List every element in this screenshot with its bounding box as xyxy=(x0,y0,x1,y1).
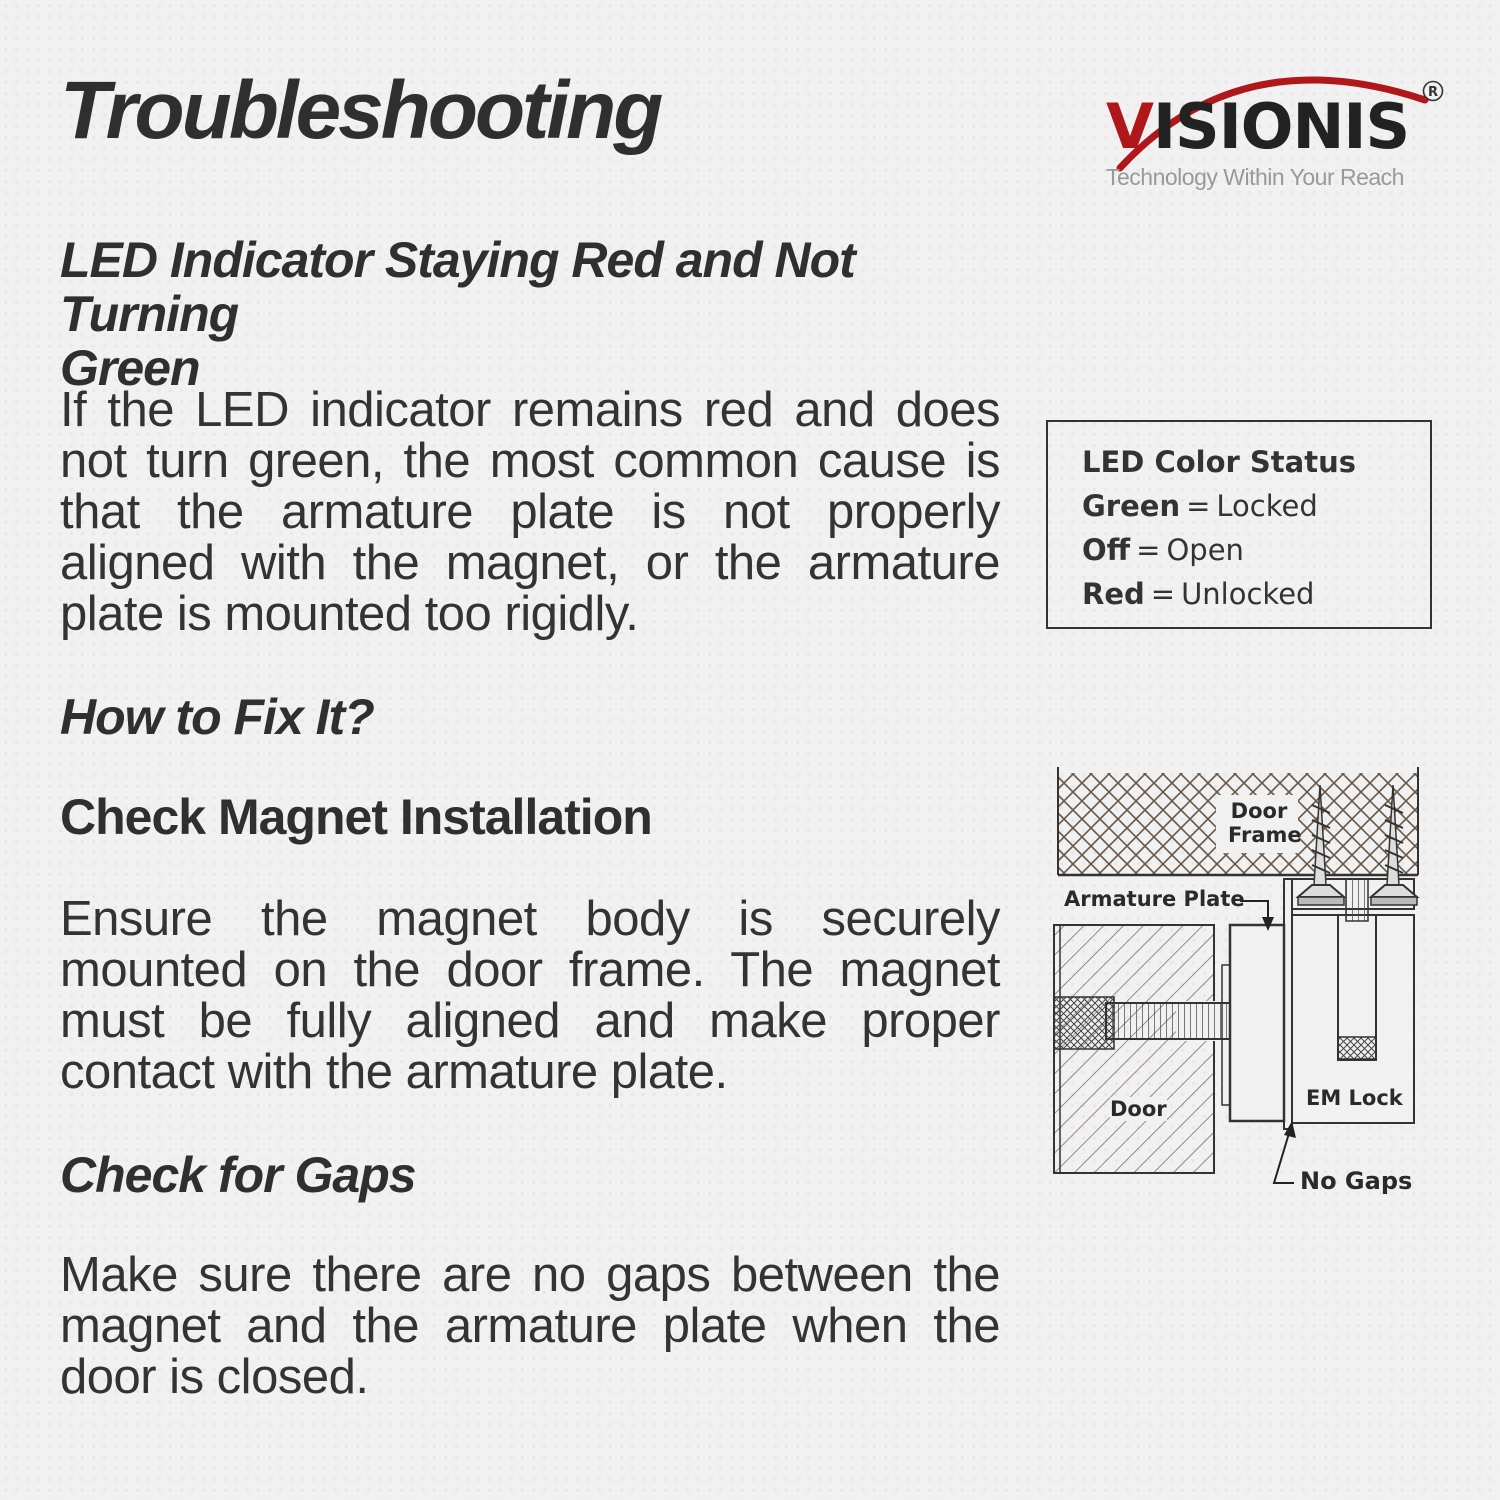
led-heading-line1: LED Indicator Staying Red and Not Turning xyxy=(60,232,855,342)
led-status-row-off xyxy=(1082,528,1430,572)
led-status-row-red xyxy=(1082,572,1430,616)
fix-heading: How to Fix It? xyxy=(60,689,374,745)
registered-mark-icon xyxy=(1422,80,1444,102)
led-status-value: Unlocked xyxy=(1181,577,1315,611)
led-status-key: Red xyxy=(1082,577,1145,611)
led-status-key: Off xyxy=(1082,533,1131,567)
led-status-separator: = xyxy=(1150,577,1176,611)
brand-name xyxy=(1106,90,1410,163)
door-frame-label xyxy=(1228,799,1302,847)
led-status-value: Open xyxy=(1166,533,1244,567)
door-frame-label-line1: Door xyxy=(1230,799,1288,823)
brand-initial: V xyxy=(1106,90,1153,163)
magnet-body-text: Ensure the magnet body is securely mounted on the door frame. The magnet must be fully aligned and make proper contact with the armature plate. xyxy=(60,892,1000,1099)
em-lock-diagram xyxy=(1046,765,1426,1205)
led-heading xyxy=(60,233,1000,395)
brand-tagline: Technology Within Your Reach xyxy=(1106,164,1404,190)
page-title: Troubleshooting xyxy=(60,65,661,156)
brand-logo xyxy=(1100,48,1460,198)
led-status-box xyxy=(1046,420,1432,629)
door-frame-label-line2: Frame xyxy=(1228,823,1302,847)
led-body-text: If the LED indicator remains red and does not turn green, the most common cause is that the armature plate is not properly aligned with the magnet, or the armature plate is mounted too rigidly. xyxy=(60,383,1000,641)
led-status-separator: = xyxy=(1136,533,1161,567)
no-gaps-arrow-icon xyxy=(1274,1130,1294,1183)
led-status-separator: = xyxy=(1186,489,1211,523)
led-heading-line2: Green xyxy=(60,340,200,396)
em-lock-label: EM Lock xyxy=(1306,1086,1403,1110)
no-gaps-label: No Gaps xyxy=(1300,1167,1413,1195)
led-status-key: Green xyxy=(1082,489,1181,523)
gaps-heading: Check for Gaps xyxy=(60,1147,416,1203)
armature-plate-label: Armature Plate xyxy=(1064,887,1245,911)
led-status-value: Locked xyxy=(1216,489,1318,523)
led-status-row-green xyxy=(1082,484,1430,528)
registered-mark-text: R xyxy=(1427,85,1439,100)
brand-rest: ISIONIS xyxy=(1152,90,1410,163)
armature-plate-shape xyxy=(1230,925,1284,1121)
door-label: Door xyxy=(1110,1097,1167,1121)
magnet-heading: Check Magnet Installation xyxy=(60,789,652,845)
led-status-title: LED Color Status xyxy=(1082,445,1357,479)
gaps-body-text: Make sure there are no gaps between the magnet and the armature plate when the door is closed. xyxy=(60,1248,1000,1404)
